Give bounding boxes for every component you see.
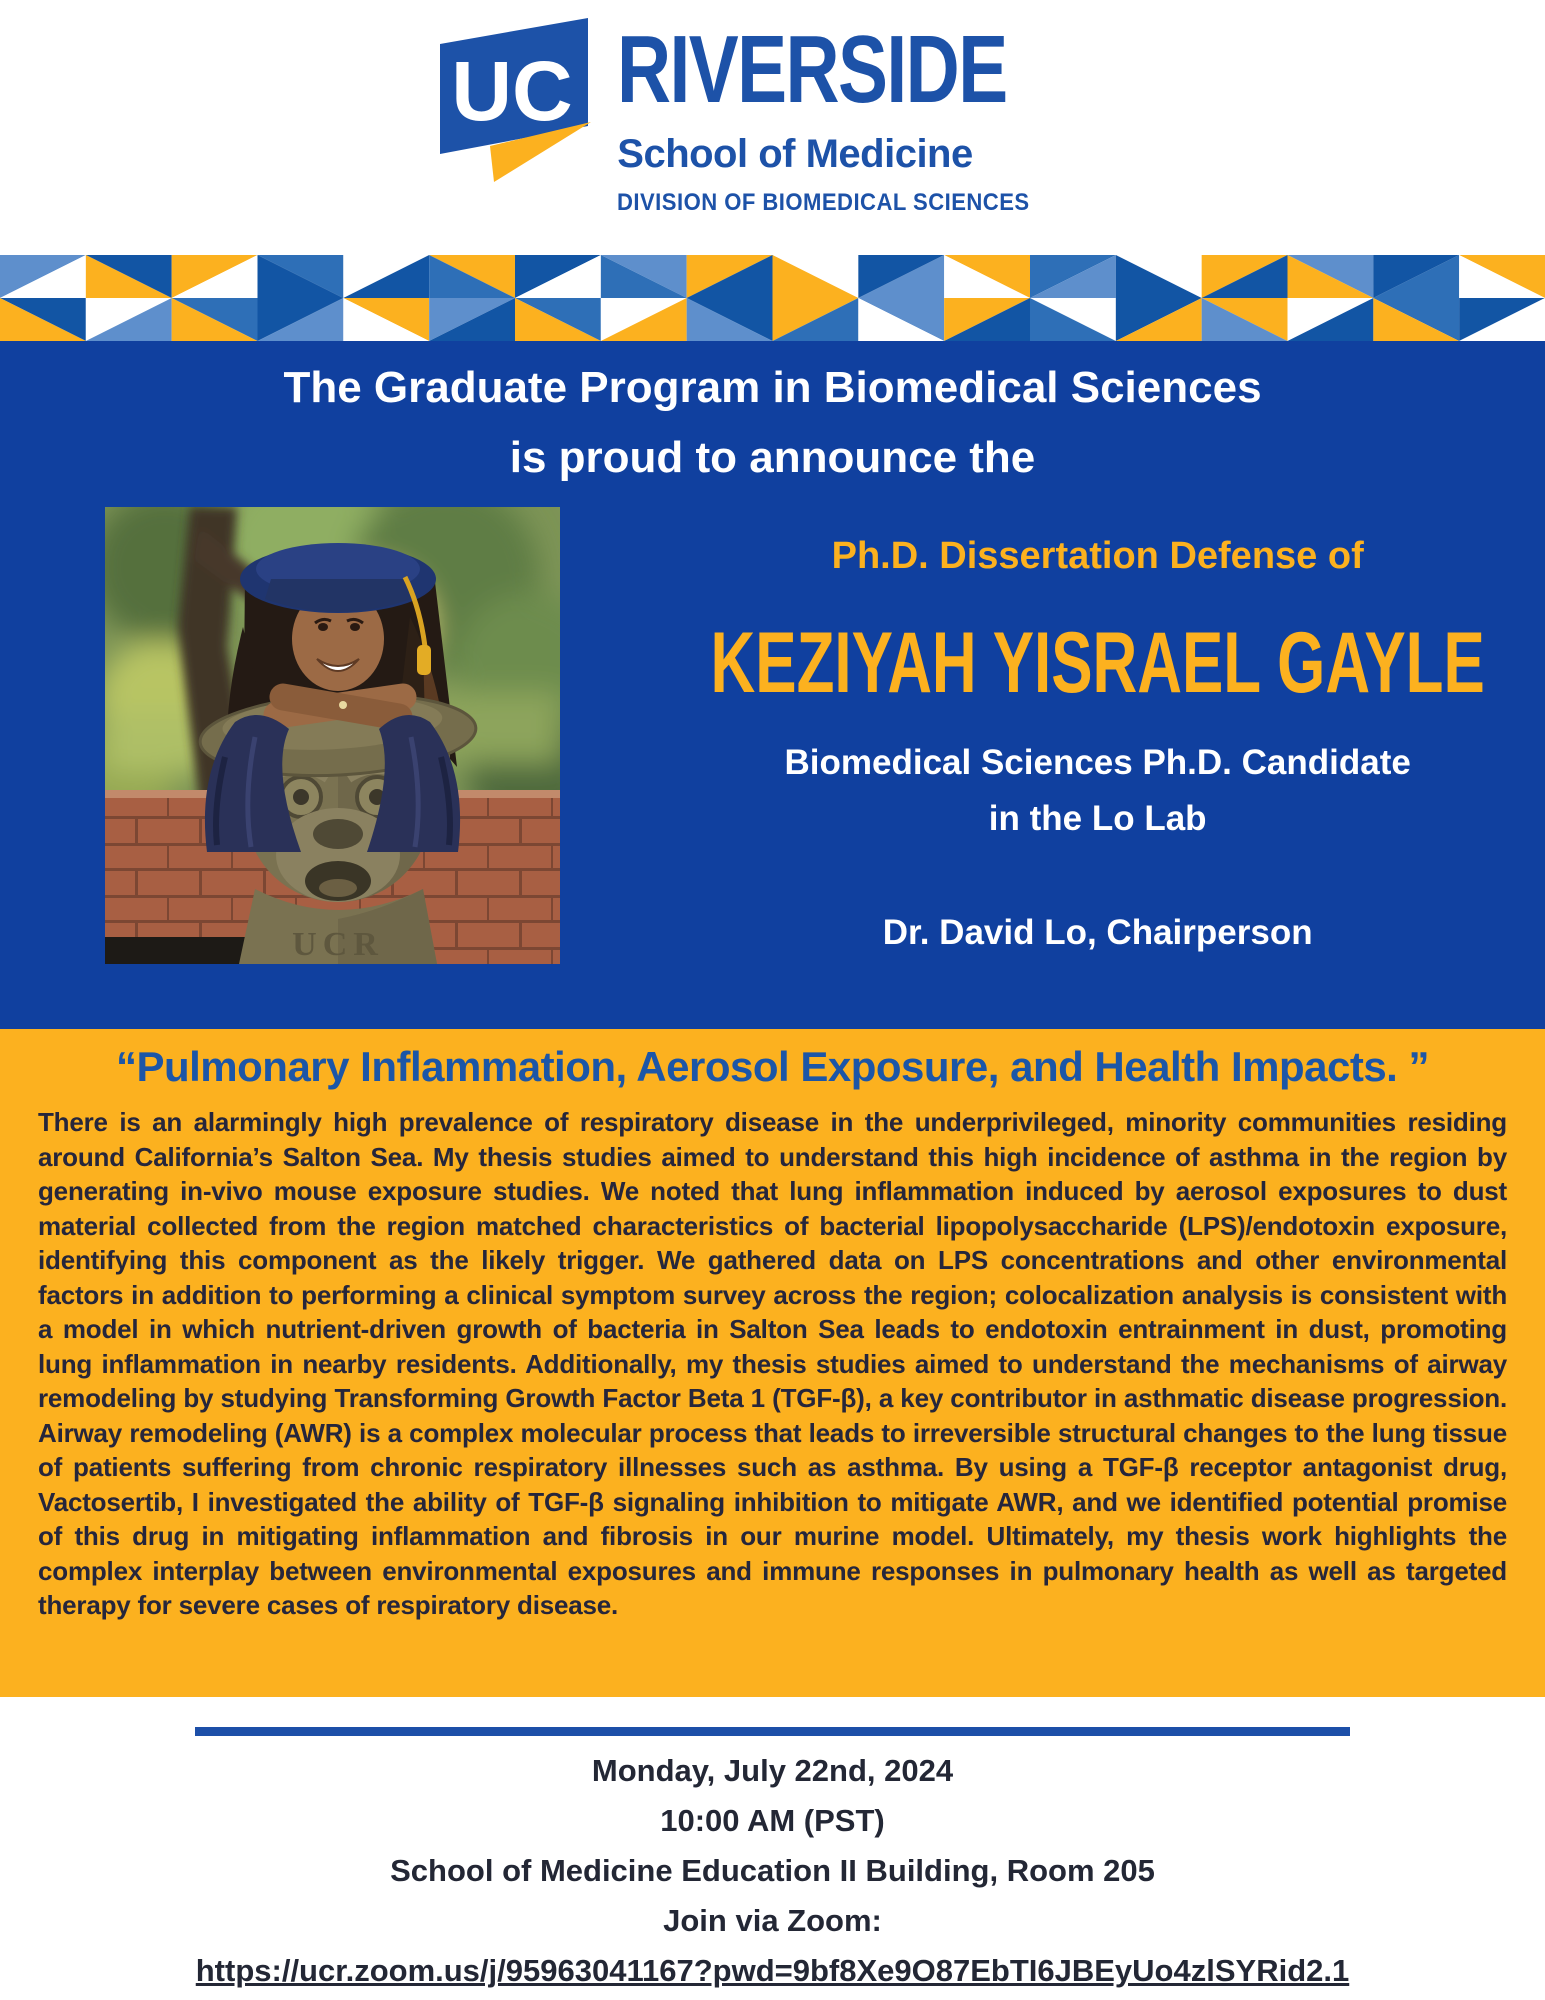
header	[0, 0, 1545, 255]
logo-text	[617, 14, 1116, 217]
divider-rule	[195, 1727, 1350, 1736]
hero-right-column	[560, 507, 1545, 964]
announcement-line2: is proud to announce the	[509, 433, 1036, 482]
chairperson: Dr. David Lo, Chairperson	[882, 913, 1313, 952]
decorative-banner	[0, 255, 1545, 341]
announcement-line1: The Graduate Program in Biomedical Sciences	[283, 363, 1262, 412]
statue-engraving: UCR	[292, 926, 384, 963]
event-location: School of Medicine Education II Building, Room 205	[390, 1853, 1155, 1888]
school-of-medicine-label: School of Medicine	[617, 132, 973, 176]
defense-title: Ph.D. Dissertation Defense of	[831, 535, 1364, 577]
candidate-description	[560, 735, 1545, 847]
dissertation-quote-title: “Pulmonary Inflammation, Aerosol Exposure, and Health Impacts. ”	[115, 1043, 1430, 1090]
event-time: 10:00 AM (PST)	[660, 1803, 885, 1838]
division-label: DIVISION OF BIOMEDICAL SCIENCES	[617, 189, 1030, 216]
candidate-name: KEZIYAH YISRAEL GAYLE	[710, 615, 1485, 711]
uc-monogram: UC	[451, 44, 573, 138]
bench	[105, 937, 245, 964]
event-date: Monday, July 22nd, 2024	[591, 1753, 954, 1788]
graduate-photo	[105, 507, 560, 964]
abstract-section	[0, 1029, 1545, 1697]
event-details	[0, 1697, 1545, 1996]
announcement-section	[0, 341, 1545, 1029]
ucr-logo	[428, 14, 1116, 217]
hero-row	[0, 507, 1545, 964]
zoom-link[interactable]: https://ucr.zoom.us/j/95963041167?pwd=9bf8Xe9O87EbTI6JBEyUo4zlSYRid2.1	[195, 1953, 1350, 1988]
uc-shield-mark	[428, 14, 603, 189]
candidate-desc-line2: in the Lo Lab	[988, 799, 1207, 838]
abstract-text: There is an alarmingly high prevalence of respiratory disease in the underprivileged, minority communities residing around California’s Salton Sea. My thesis studies aimed to understand this high incidence of asthma in the region by generating in-vivo mouse exposure studies. We noted that lung inflammation induced by aerosol exposures to dust material collected from the region matched characteristics of bacterial lipopolysaccharide (LPS)/endotoxin exposure, identifying this component as the likely trigger. We gathered data on LPS concentrations and other environmental factors in addition to performing a clinical symptom survey across the region; colocalization analysis is consistent with a model in which nutrient-driven growth of bacteria in Salton Sea leads to endotoxin entrainment in dust, promoting lung inflammation in nearby residents. Additionally, my thesis studies aimed to understand the mechanisms of airway remodeling by studying Transforming Growth Factor Beta 1 (TGF-β), a key contributor in asthmatic disease progression. Airway remodeling (AWR) is a complex molecular process that leads to irreversible structural changes to the lung tissue of patients suffering from chronic respiratory illnesses such as asthma. By using a TGF-β receptor antagonist drug, Vactosertib, I investigated the ability of TGF-β signaling inhibition to mitigate AWR, and we identified potential promise of this drug in mitigating inflammation and fibrosis in our murine model. Ultimately, my thesis work highlights the complex interplay between environmental exposures and immune responses in pulmonary health as well as targeted therapy for severe cases of respiratory disease.	[38, 1107, 1507, 1620]
zoom-join-label: Join via Zoom:	[663, 1903, 882, 1938]
candidate-desc-line1: Biomedical Sciences Ph.D. Candidate	[784, 743, 1411, 782]
riverside-wordmark: RIVERSIDE	[617, 16, 1007, 123]
